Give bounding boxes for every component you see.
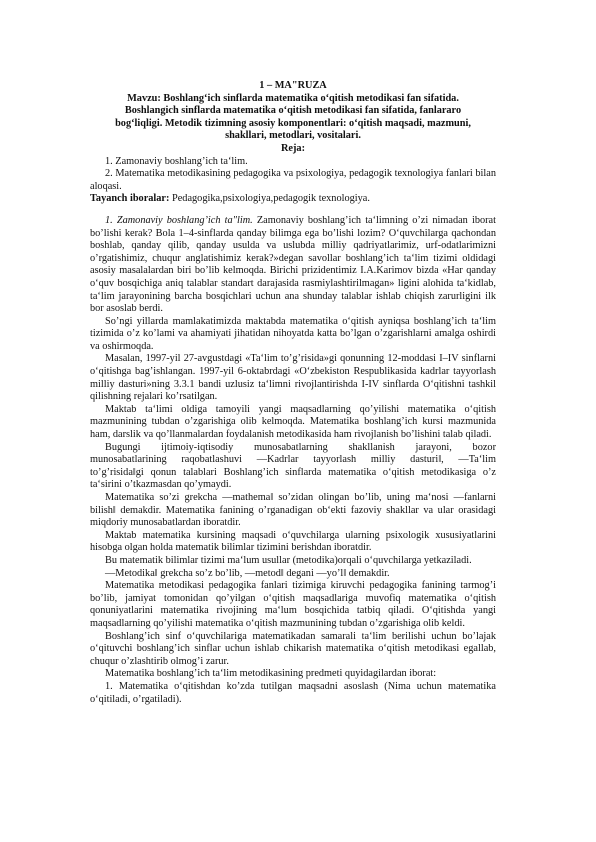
plan-title: Reja:: [280, 142, 305, 154]
section-heading: 1. Zamonaviy boshlang’ich ta"lim.: [105, 214, 253, 226]
paragraph-5-line-2: munosabatlarining raqobatlashuvi ―Kadrlar tayyorlash milliy dasturi‖, ―Ta‘lim: [90, 454, 496, 466]
paragraph-7: Maktab matematika kursining maqsadi o‘quvchilarga ularning psixologik xususiyatlarini hisobga olgan holda matematik bilimlar tizimini berishdan iboratdir.: [90, 529, 496, 554]
topic-line-4: shakllari, metodlari, vositalari.: [225, 130, 361, 142]
paragraph-13: 1. Matematika o‘qitishdan ko’zda tutilgan maqsadni asoslash (Nima uchun matematika o‘qitiladi, o’rgatiladi).: [90, 680, 496, 705]
paragraph-5-rest: to’g’risida‖gi qonun talablari Boshlang’ich sinflarda matematika o‘qitish metodikasiga o’z ta‘sirini o’tkazmasdan qo’ymaydi.: [90, 466, 496, 491]
paragraph-3: Masalan, 1997-yil 27-avgustdagi «Ta‘lim to’g’risida»gi qonunning 12-moddasi I–IV sinflarni o‘qitishga bag’ishlangan. 1997-yil 6-oktabrdagi «O‘zbekiston Respublikasida kadrlar tayyorlash milliy dasturi»ning 3.3.1 bandi uzlusiz ta‘limni rivojlantirishda I-IV sinflarda O‘qitishni tashkil qilishning rejalari ko’rsatilgan.: [90, 353, 496, 403]
lecture-title: 1 – MA"RUZA: [259, 80, 327, 91]
paragraph-11: Boshlang’ich sinf o‘quvchilariga matematikadan samarali ta‘lim berilishi uchun bo’lajak o‘qituvchi boshlang’ich sinflar uchun ishlab chikarish matematika o‘qitish metodikasi egallab, chuqur o’zlashtirib olmog’i zarur.: [90, 630, 496, 667]
topic-line-2: Boshlangich sinflarda matematika o‘qitish metodikasi fan sifatida, fanlararo: [124, 105, 462, 117]
topic-line-1: Mavzu: Boshlang‘ich sinflarda matematika o‘qitish metodikasi fan sifatida.: [127, 92, 459, 104]
keywords-label: Tayanch iboralar:: [90, 193, 170, 205]
paragraph-1: [90, 215, 496, 316]
plan-item-2: 2. Matematika metodikasining pedagogika va psixologiya, pedagogik texnologiya fanlari bilan aloqasi.: [90, 168, 496, 192]
paragraph-4: Maktab ta‘limi oldiga tamoyili yangi maqsadlarning qo’yilishi matematika o‘qitish mazmunining tubdan o’zgarishiga olib kelmoqda. Matematika boshlang’ich kursi mazmunida ham, darslik va qo’llanmalardan foydalanish metodikasida ham rivojlanish bo’lishini talab qiladi.: [90, 403, 496, 441]
paragraph-10: Matematika metodikasi pedagogika fanlari tizimiga kiruvchi pedagogika fanining tarmog’i bo’lib, jamiyat tomonidan qo’yilgan o‘qitish maqsadlariga muvofiq matematika o‘qitish qonuniyatlarini matematika rivojining ma‘lum bosqichida tatbiq qiladi. O‘qitishda yangi maqsadlarning qo’yilishi matematika o‘qitish mazmunining tubdan o’zgarishiga olib keldi.: [90, 580, 496, 629]
paragraph-12: Matematika boshlang’ich ta‘lim metodikasining predmeti quyidagilardan iborat:: [105, 668, 437, 680]
keywords-line: [90, 193, 496, 206]
spacer: [90, 206, 496, 215]
topic-line-3: bog‘liqligi. Metodik tizimning asosiy komponentlari: o‘qitish maqsadi, mazmuni,: [115, 117, 471, 129]
keywords-text: Pedagogika,psixologiya,pedagogik texnologiya.: [169, 193, 370, 205]
paragraph-5-line-1: Bugungi ijtimoiy-iqtisodiy munosabatlarning shakllanish jarayoni, bozor: [105, 441, 496, 453]
plan-item-1: 1. Zamonaviy boshlang’ich ta‘lim.: [105, 155, 248, 167]
paragraph-8: Bu matematik bilimlar tizimi ma‘lum usullar (metodika)orqali o‘quvchilarga yetkaziladi.: [105, 554, 472, 566]
paragraph-2: So’ngi yillarda mamlakatimizda maktabda matematika o‘qitish ayniqsa boshlang’ich ta‘lim tizimida o’z ko’lami va ahamiyati jihatidan nihoyatda katta bo’lgan o’zgarishlarni amalga oshirdi va oshirmoqda.: [90, 315, 496, 352]
paragraph-9: ―Metodika‖ grekcha so’z bo’lib, ―metod‖ degani ―yo’l‖ demakdir.: [105, 567, 390, 579]
lecture-content: [90, 80, 496, 706]
paragraph-6: Matematika so’zi grekcha ―mathema‖ so’zidan olingan bo’lib, uning ma‘nosi ―fanlarni bilish‖ demakdir. Matematika fanining o’rganadigan ob‘ekti fazoviy shakllar va ular orasidagi miqdoriy munosabatlardan iboratdir.: [90, 492, 496, 529]
paragraph-1-text: Zamonaviy boshlang’ich ta‘limning o’zi nimadan iborat bo’lishi kerak? Bola 1–4-sinflarda qanday bilimga ega bo’lishi lozim? O‘quvchilarga qachondan boshlab, qanday qilib, qanday usulda va uslubda milliy qadriyatlarimiz, urf-odatlarimizni o’rgatishimiz, chuqur anglatishimiz kerak?»degan savollar boshlang’ich ta‘lim tizimi oldidagi asosiy masalalardan biri bo’lib kelmoqda. Birichi prizidentimiz I.A.Karimov bizda «Har qanday o‘quv bosqichiga aniq talablar standart darajasida rasmiylashtirilmagan» ligini alohida ta‘kidlab, ta‘lim jarayonining barcha bosqichlari uchun ana shunday talablar ishlab chiqish zarurligini ilk bor asoslab berdi.: [90, 214, 496, 315]
